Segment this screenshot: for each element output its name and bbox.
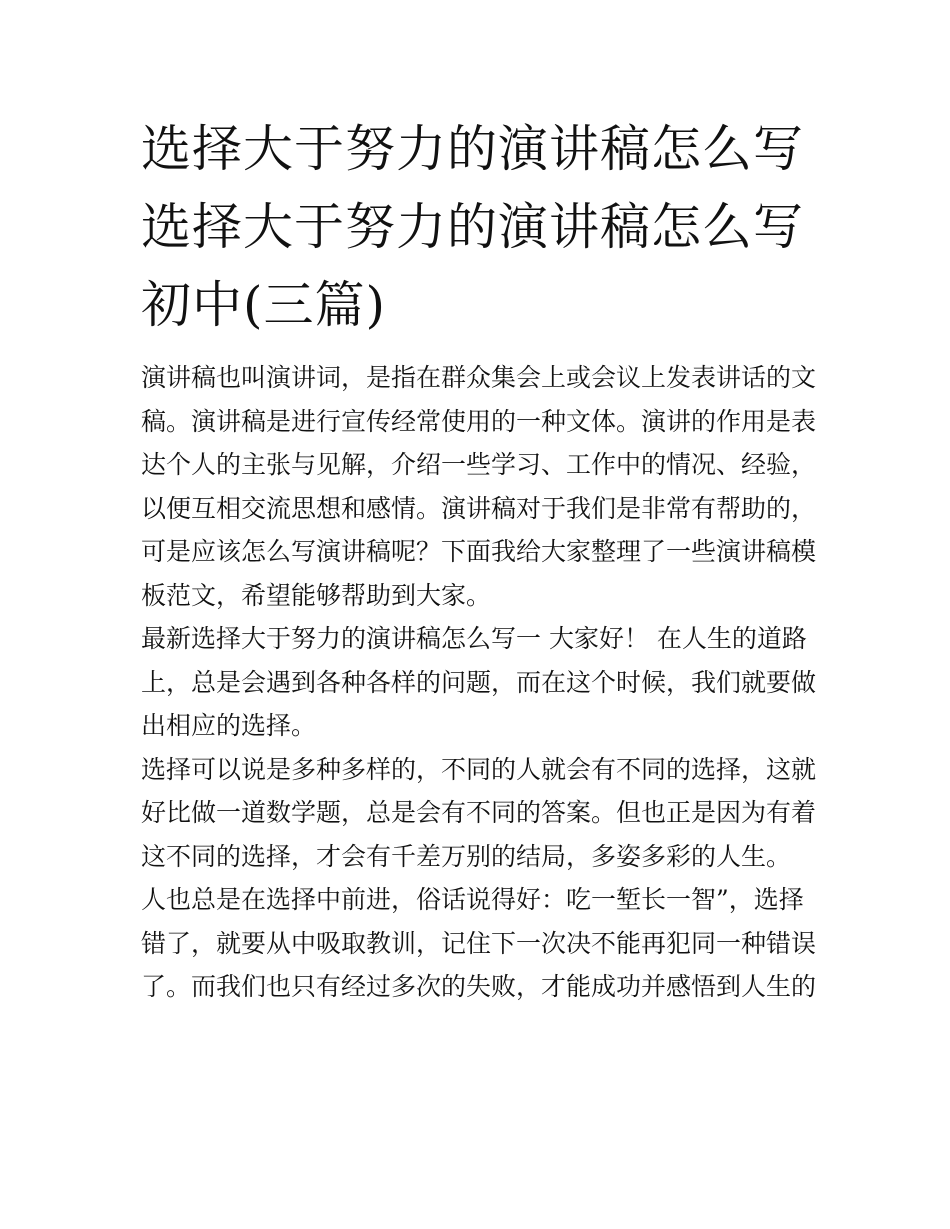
body-paragraph: 人也总是在选择中前进，俗话说得好：吃一堑长一智”，选择错了，就要从中吸取教训，记住下一次决不能再犯同一种错误了。而我们也只有经过多次的失败，才能成功并感悟到人生的 [141, 885, 817, 1001]
body-paragraph: 最新选择大于努力的演讲稿怎么写一 大家好！ 在人生的道路上，总是会遇到各种各样的问题，而在这个时候，我们就要做出相应的选择。 [141, 624, 817, 740]
document-page [141, 110, 821, 1009]
intro-paragraph: 演讲稿也叫演讲词，是指在群众集会上或会议上发表讲话的文稿。演讲稿是进行宣传经常使用的一种文体。演讲的作用是表达个人的主张与见解，介绍一些学习、工作中的情况、经验，以便互相交流思想和感情。演讲稿对于我们是非常有帮助的，可是应该怎么写演讲稿呢？下面我给大家整理了一些演讲稿模板范文，希望能够帮助到大家。 [141, 363, 817, 610]
document-title: 选择大于努力的演讲稿怎么写选择大于努力的演讲稿怎么写初中(三篇) [141, 120, 804, 334]
body-paragraph: 选择可以说是多种多样的，不同的人就会有不同的选择，这就好比做一道数学题，总是会有不同的答案。但也正是因为有着这不同的选择，才会有千差万别的结局，多姿多彩的人生。 [141, 754, 817, 871]
